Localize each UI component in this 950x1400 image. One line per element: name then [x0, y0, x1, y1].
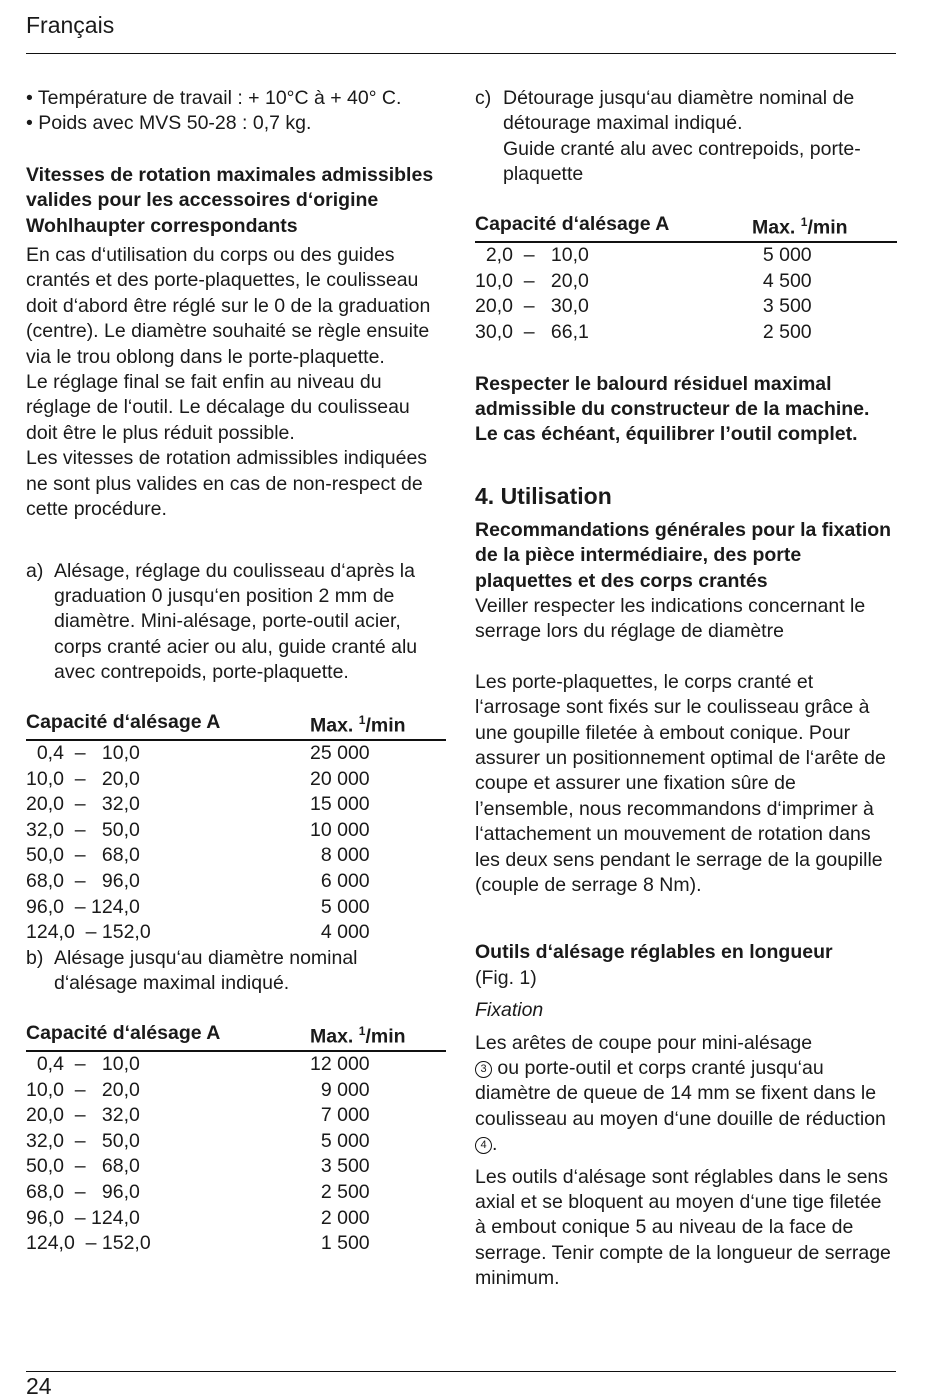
- speeds-paragraph-1: En cas d‘utilisation du corps ou des guides crantés et des porte-plaquettes, le coulisseau doit d‘abord être réglé sur le 0 de la graduation (centre). Le diamètre souhaité se règle ensuite via le trou oblong dans le porte-plaquette.: [26, 244, 431, 368]
- table-row: [26, 920, 446, 946]
- section-title-utilisation: 4. Utilisation: [475, 482, 612, 509]
- max-rpm-cell: 4 000: [310, 921, 370, 944]
- reco-text: Veiller respecter les indications concernant le serrage lors du réglage de diamètre: [475, 594, 866, 643]
- max-rpm-cell: 5 000: [310, 895, 370, 918]
- table-c-header-max: Max. $^1$/min: [752, 210, 897, 243]
- item-c-text: Détourage jusqu‘au diamètre nominal de détourage maximal indiqué.: [503, 87, 855, 135]
- max-rpm-cell: 2 500: [310, 1181, 370, 1204]
- table-a: [26, 708, 446, 946]
- table-row: [26, 869, 446, 895]
- table-row: [26, 1231, 446, 1257]
- table-row: [26, 767, 446, 793]
- table-row: [475, 269, 897, 295]
- speeds-paragraph-3: Les vitesses de rotation admissibles indiquées ne sont plus valides en cas de non-respect de cette procédure.: [26, 447, 428, 521]
- capacity-range-cell: 32,0 – 50,0: [26, 818, 140, 841]
- table-row: [475, 242, 897, 269]
- capacity-range-cell: 0,4 – 10,0: [26, 1053, 140, 1076]
- reco-heading: Recommandations générales pour la fixation de la pièce intermédiaire, des porte plaquettes et des corps crantés: [475, 518, 892, 592]
- table-c-header-capacity: Capacité d‘alésage A: [475, 210, 752, 243]
- capacity-range-cell: 2,0 – 10,0: [475, 244, 589, 267]
- max-rpm-cell: 15 000: [310, 793, 370, 816]
- fix-p1-part-a: Les arêtes de coupe pour mini-alésage: [475, 1031, 813, 1054]
- table-row: [26, 1051, 446, 1078]
- capacity-range-cell: 30,0 – 66,1: [475, 320, 589, 343]
- speeds-heading: Vitesses de rotation maximales admissibles valides pour les accessoires d‘origine Wohlhaupter correspondants: [26, 163, 434, 237]
- table-a-header-capacity: Capacité d‘alésage A: [26, 708, 310, 741]
- fixation-paragraph-1: [475, 1031, 897, 1158]
- table-row: [26, 1078, 446, 1104]
- table-row: [26, 895, 446, 921]
- table-a-header-max: Max. $^1$/min: [310, 708, 446, 741]
- max-rpm-cell: 10 000: [310, 818, 370, 841]
- table-row: [475, 294, 897, 320]
- item-a: [26, 559, 446, 686]
- max-rpm-cell: 4 500: [752, 269, 812, 292]
- circled-number-3: 3: [475, 1061, 492, 1078]
- max-rpm-cell: 12 000: [310, 1053, 370, 1076]
- fixation-label: Fixation: [475, 999, 544, 1022]
- capacity-range-cell: 124,0 – 152,0: [26, 1232, 151, 1255]
- item-c-label: c): [475, 87, 492, 109]
- balance-warning: Respecter le balourd résiduel maximal admissible du constructeur de la machine. Le cas échéant, équilibrer l’outil complet.: [475, 372, 870, 446]
- max-rpm-cell: 6 000: [310, 870, 370, 892]
- max-rpm-cell: 3 500: [752, 295, 812, 318]
- bullet-temperature: • Température de travail : + 10°C à + 40° C.: [26, 87, 402, 109]
- max-rpm-cell: 5 000: [752, 244, 812, 267]
- capacity-range-cell: 96,0 – 124,0: [26, 1206, 140, 1229]
- bullet-weight: • Poids avec MVS 50-28 : 0,7 kg.: [26, 112, 312, 135]
- capacity-range-cell: 50,0 – 68,0: [26, 844, 140, 867]
- item-b-text: Alésage jusqu‘au diamètre nominal d‘alésage maximal indiqué.: [54, 946, 358, 995]
- header-rule: [26, 53, 896, 54]
- capacity-range-cell: 20,0 – 32,0: [26, 1104, 140, 1127]
- bullet-weight-text: Poids avec MVS 50-28 : 0,7 kg.: [38, 112, 312, 135]
- table-row: [26, 1103, 446, 1129]
- max-rpm-cell: 7 000: [310, 1104, 370, 1127]
- max-rpm-cell: 2 500: [752, 320, 812, 343]
- item-a-label: a): [26, 559, 44, 582]
- capacity-range-cell: 10,0 – 20,0: [475, 269, 589, 292]
- page-header-language: Français: [26, 12, 115, 38]
- capacity-range-cell: 10,0 – 20,0: [26, 1078, 140, 1101]
- page-number: 24: [26, 1373, 52, 1399]
- max-rpm-cell: 3 500: [310, 1155, 370, 1178]
- max-rpm-cell: 1 500: [310, 1232, 370, 1255]
- item-a-text: Alésage, réglage du coulisseau d‘après la graduation 0 jusqu‘en position 2 mm de diamètre. Mini-alésage, porte-outil acier, corps cranté acier ou alu, guide cranté alu avec contrepoids, porte-plaquette.: [54, 559, 418, 684]
- capacity-range-cell: 50,0 – 68,0: [26, 1155, 140, 1178]
- capacity-range-cell: 20,0 – 30,0: [475, 295, 589, 318]
- max-rpm-cell: 5 000: [310, 1129, 370, 1152]
- max-rpm-cell: 2 000: [310, 1206, 370, 1229]
- table-b-header-max: Max. $^1$/min: [310, 1019, 446, 1052]
- table-b-header-capacity: Capacité d‘alésage A: [26, 1019, 310, 1052]
- item-b: [26, 946, 446, 997]
- capacity-range-cell: 32,0 – 50,0: [26, 1129, 140, 1152]
- table-row: [475, 320, 897, 346]
- max-rpm-cell: 20 000: [310, 767, 370, 790]
- speeds-paragraph-2: Le réglage final se fait enfin au niveau du réglage de l‘outil. Le décalage du coulisseau doit être le plus réduit possible.: [26, 371, 410, 444]
- max-rpm-cell: 8 000: [310, 844, 370, 867]
- fixation-paragraph-2: Les outils d‘alésage sont réglables dans le sens axial et se bloquent au moyen d‘une tige filetée à embout conique 5 au niveau de la face de serrage. Tenir compte de la longueur de serrage minimum.: [475, 1165, 891, 1290]
- table-row: [26, 792, 446, 818]
- item-c-text2: Guide cranté alu avec contrepoids, porte-plaquette: [503, 137, 861, 186]
- table-row: [26, 1206, 446, 1232]
- table-row: [26, 1180, 446, 1206]
- max-rpm-cell: 9 000: [310, 1078, 370, 1101]
- tools-fig-ref: (Fig. 1): [475, 966, 537, 989]
- table-row: [26, 1129, 446, 1155]
- capacity-range-cell: 96,0 – 124,0: [26, 895, 140, 918]
- capacity-range-cell: 68,0 – 96,0: [26, 1181, 140, 1204]
- capacity-range-cell: 68,0 – 96,0: [26, 870, 140, 892]
- item-c-body: [503, 86, 897, 188]
- right-column: [475, 86, 897, 1292]
- capacity-range-cell: 0,4 – 10,0: [26, 742, 140, 765]
- table-row: [26, 818, 446, 844]
- table-row: [26, 843, 446, 869]
- capacity-range-cell: 20,0 – 32,0: [26, 793, 140, 816]
- capacity-range-cell: 124,0 – 152,0: [26, 921, 151, 944]
- bullet-temperature-text: Température de travail : + 10°C à + 40° C.: [37, 87, 402, 109]
- capacity-range-cell: 10,0 – 20,0: [26, 767, 140, 790]
- item-c: [475, 86, 897, 188]
- table-row: [26, 740, 446, 767]
- fix-p1-part-b: ou porte-outil et corps cranté jusqu‘au diamètre de queue de 14 mm se fixent dans le coulisseau au moyen d‘une douille de réduction: [475, 1057, 886, 1130]
- table-b: [26, 1019, 446, 1257]
- table-c: [475, 210, 897, 346]
- max-rpm-cell: 25 000: [310, 742, 370, 765]
- item-b-label: b): [26, 946, 44, 969]
- fix-p1-part-c: .: [492, 1133, 498, 1156]
- footer-rule: [26, 1371, 896, 1372]
- tools-heading: Outils d‘alésage réglables en longueur: [475, 941, 833, 964]
- circled-number-4: 4: [475, 1137, 492, 1154]
- left-column: [26, 86, 446, 1257]
- mount-paragraph: Les porte-plaquettes, le corps cranté et l‘arrosage sont fixés sur le coulisseau grâce à une goupille filetée à embout conique. Pour assurer un positionnement optimal de l‘arête de coupe et assurer une fixation sûre de l’ensemble, nous recommandons d‘imprimer à l‘attachement un mouvement de rotation dans les deux sens pendant le serrage de la goupille (couple de serrage 8 Nm).: [475, 670, 886, 896]
- table-row: [26, 1154, 446, 1180]
